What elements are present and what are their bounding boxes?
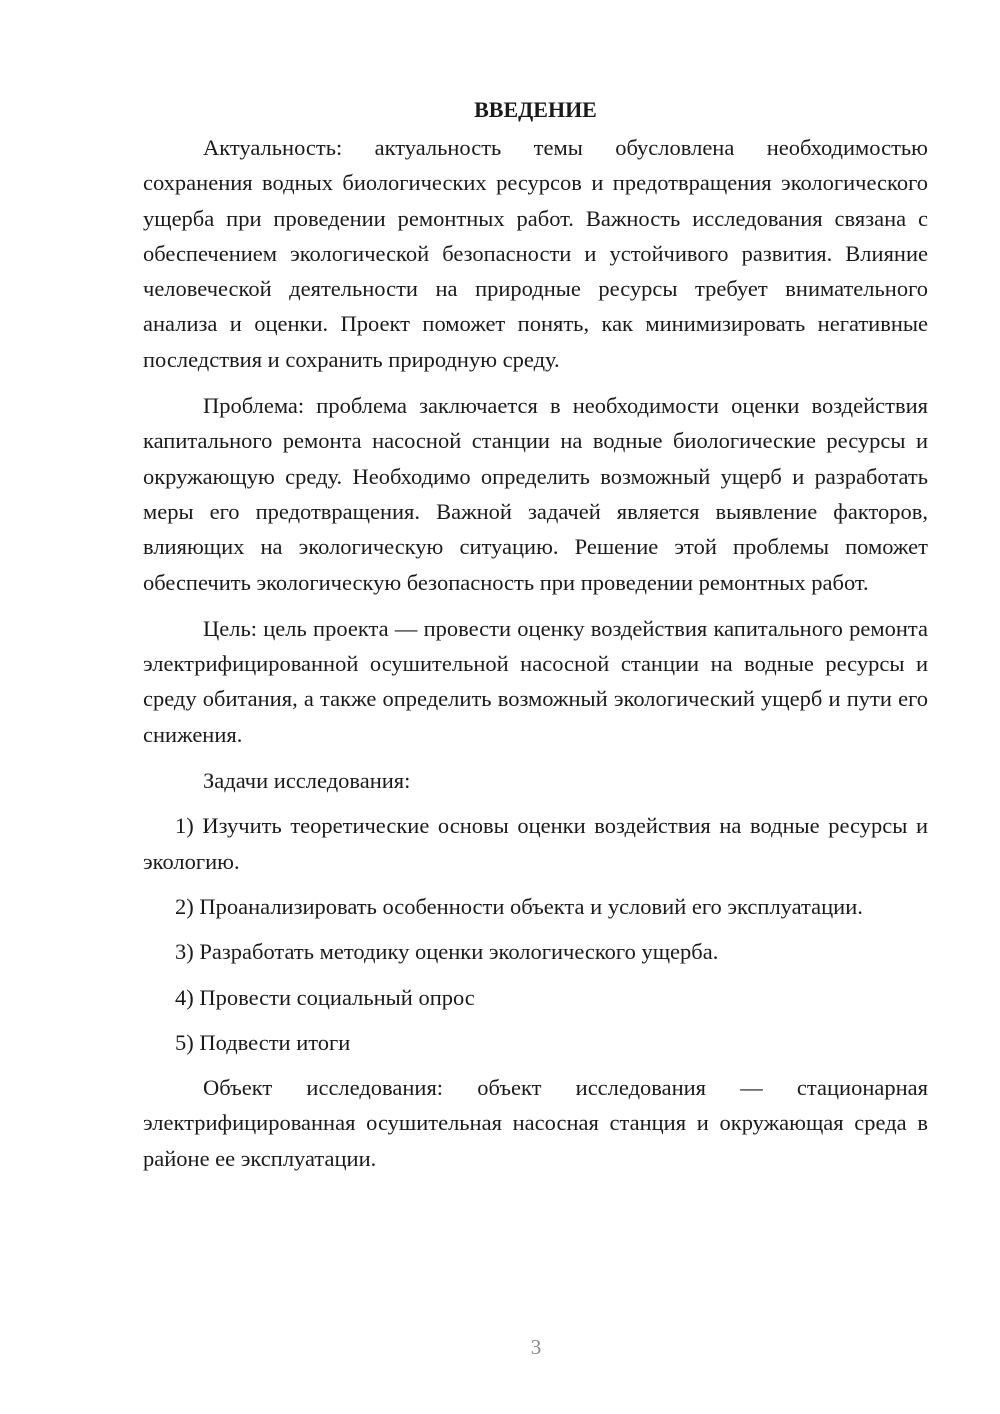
task-item-3: 3) Разработать методику оценки экологического ущерба.: [175, 939, 719, 965]
goal-paragraph: Цель: цель проекта — провести оценку воздействия капитального ремонта электрифицированной осушительной насосной станции на водные ресурсы и среду обитания, а также определить возможный экологический ущерб и пути его снижения.: [143, 615, 928, 747]
document-page: [143, 92, 928, 1176]
page-number: 3: [530, 1335, 542, 1359]
task-item-2: 2) Проанализировать особенности объекта и условий его эксплуатации.: [175, 893, 863, 919]
section-heading: ВВЕДЕНИЕ: [474, 97, 597, 122]
task-item-4: 4) Провести социальный опрос: [175, 984, 475, 1010]
task-item-5: 5) Подвести итоги: [175, 1029, 351, 1055]
tasks-intro: Задачи исследования:: [203, 768, 411, 794]
relevance-paragraph: Актуальность: актуальность темы обусловлена необходимостью сохранения водных биологических ресурсов и предотвращения экологического ущерба при проведении ремонтных работ. Важность исследования связана с обеспечением экологической безопасности и устойчивого развития. Влияние человеческой деятельности на природные ресурсы требует внимательного анализа и оценки. Проект поможет понять, как минимизировать негативные последствия и сохранить природную среду.: [143, 135, 928, 372]
object-paragraph: Объект исследования: объект исследования — стационарная электрифицированная осушительная насосная станция и окружающая среда в районе ее эксплуатации.: [143, 1075, 928, 1171]
task-item-1: 1) Изучить теоретические основы оценки воздействия на водные ресурсы и экологию.: [143, 813, 928, 874]
problem-paragraph: Проблема: проблема заключается в необходимости оценки воздействия капитального ремонта насосной станции на водные биологические ресурсы и окружающую среду. Необходимо определить возможный ущерб и разработать меры его предотвращения. Важной задачей является выявление факторов, влияющих на экологическую ситуацию. Решение этой проблемы поможет обеспечить экологическую безопасность при проведении ремонтных работ.: [143, 393, 928, 595]
